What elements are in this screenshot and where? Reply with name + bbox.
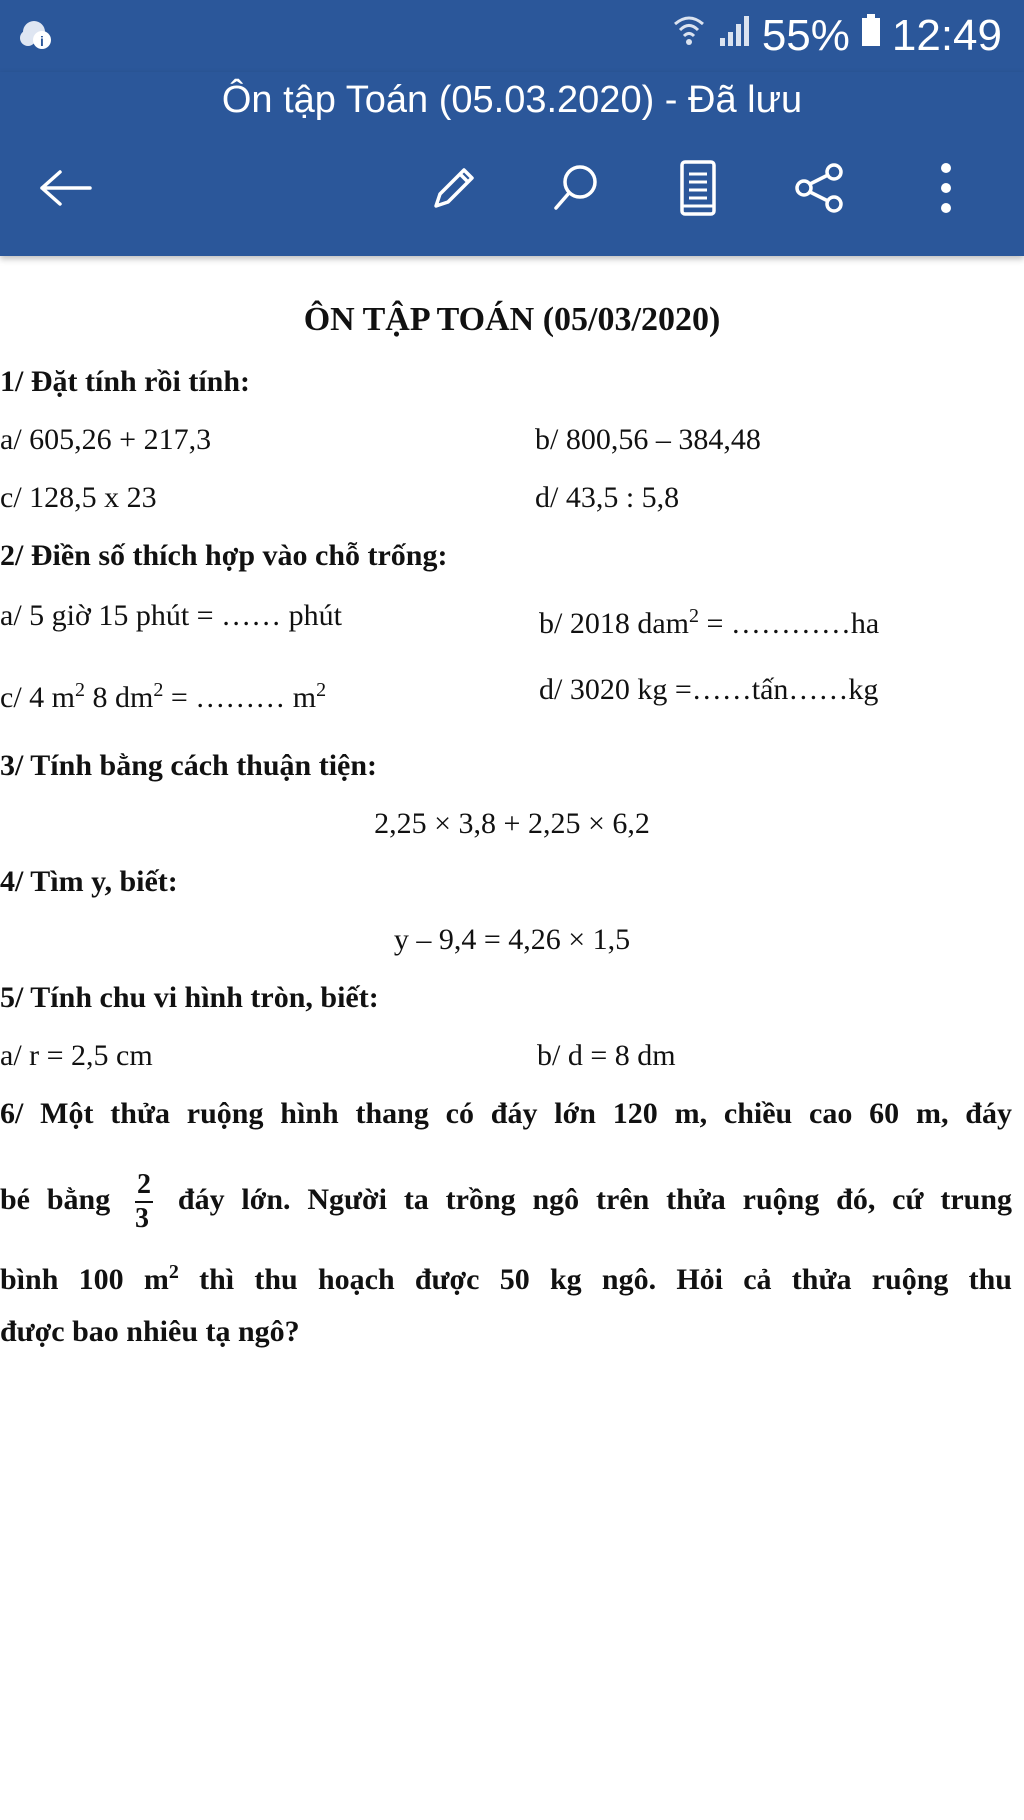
q6-text: thì thu hoạch được 50 kg ngô. Hỏi cả thửa ruộng thu <box>178 1263 1012 1296</box>
q1-item-b: b/ 800,56 – 384,48 <box>535 423 761 456</box>
edit-button[interactable] <box>414 148 494 228</box>
q2-b-text-end: = …………ha <box>699 607 880 640</box>
q6-text: đáy lớn. Người ta trồng ngô trên thửa ruộng đó, cứ trung <box>177 1183 1013 1216</box>
q2-c-text: c/ 4 m <box>0 681 75 714</box>
q6-line-3 <box>0 1252 1012 1300</box>
more-vert-icon <box>936 160 956 216</box>
q2-item-d: d/ 3020 kg =……tấn……kg <box>539 673 879 706</box>
svg-text:i: i <box>40 33 44 49</box>
q2-c-sup: 2 <box>75 679 85 701</box>
q2-c-text-end: = ……… m <box>163 681 317 714</box>
back-arrow-icon <box>36 168 96 208</box>
q2-b-sup: 2 <box>689 605 699 627</box>
q6-line-1: 6/ Một thửa ruộng hình thang có đáy lớn 120 m, chiều cao 60 m, đáy <box>0 1097 1012 1130</box>
document-title-bar: Ôn tập Toán (05.03.2020) - Đã lưu <box>221 79 803 121</box>
share-button[interactable] <box>780 148 860 228</box>
q2-item-c <box>0 670 326 718</box>
q2-c-sup: 2 <box>153 679 164 701</box>
q2-c-sup: 2 <box>316 679 327 701</box>
q4-expression: y – 9,4 = 4,26 × 1,5 <box>393 923 631 956</box>
q2-item-a: a/ 5 giờ 15 phút = …… phút <box>0 599 342 632</box>
q6-sup: 2 <box>168 1261 179 1283</box>
q4-heading: 4/ Tìm y, biết: <box>0 865 178 898</box>
q3-expression: 2,25 × 3,8 + 2,25 × 6,2 <box>374 807 650 840</box>
q5-item-a: a/ r = 2,5 cm <box>0 1039 153 1072</box>
app-bar <box>0 72 1024 256</box>
q2-item-b <box>539 596 879 644</box>
fraction <box>135 1171 153 1233</box>
status-indicators <box>672 6 1002 66</box>
status-bar <box>0 0 1024 72</box>
q6-line-2 <box>0 1168 1012 1233</box>
q6-text: bình 100 m <box>0 1263 169 1296</box>
search-icon <box>548 160 604 216</box>
q6-line-4: được bao nhiêu tạ ngô? <box>0 1315 300 1348</box>
battery-icon <box>860 11 882 61</box>
q1-item-c: c/ 128,5 x 23 <box>0 481 157 514</box>
q2-b-text: b/ 2018 dam <box>539 607 689 640</box>
notification-icon <box>18 16 58 56</box>
q1-item-a: a/ 605,26 + 217,3 <box>0 423 212 456</box>
q6-text: bé bằng <box>0 1183 111 1216</box>
q3-heading: 3/ Tính bằng cách thuận tiện: <box>0 749 378 782</box>
back-button[interactable] <box>26 148 106 228</box>
clock: 12:49 <box>891 11 1002 60</box>
share-icon <box>792 160 848 216</box>
fraction-denominator: 3 <box>135 1203 150 1235</box>
q5-heading: 5/ Tính chu vi hình tròn, biết: <box>0 981 379 1014</box>
more-options-button[interactable] <box>906 148 986 228</box>
q5-item-b: b/ d = 8 dm <box>537 1039 676 1072</box>
q1-item-d: d/ 43,5 : 5,8 <box>535 481 680 514</box>
mobile-view-button[interactable] <box>658 148 738 228</box>
fraction-numerator: 2 <box>135 1171 153 1203</box>
q1-heading: 1/ Đặt tính rồi tính: <box>0 365 251 398</box>
mobile-view-icon <box>676 160 720 216</box>
search-button[interactable] <box>536 148 616 228</box>
page-title: ÔN TẬP TOÁN (05/03/2020) <box>303 301 721 338</box>
signal-icon <box>716 11 752 61</box>
q2-heading: 2/ Điền số thích hợp vào chỗ trống: <box>0 539 448 572</box>
battery-percent: 55% <box>761 11 850 60</box>
wifi-icon <box>672 11 706 61</box>
pencil-icon <box>426 160 482 216</box>
q2-c-text-mid: 8 dm <box>85 681 154 714</box>
